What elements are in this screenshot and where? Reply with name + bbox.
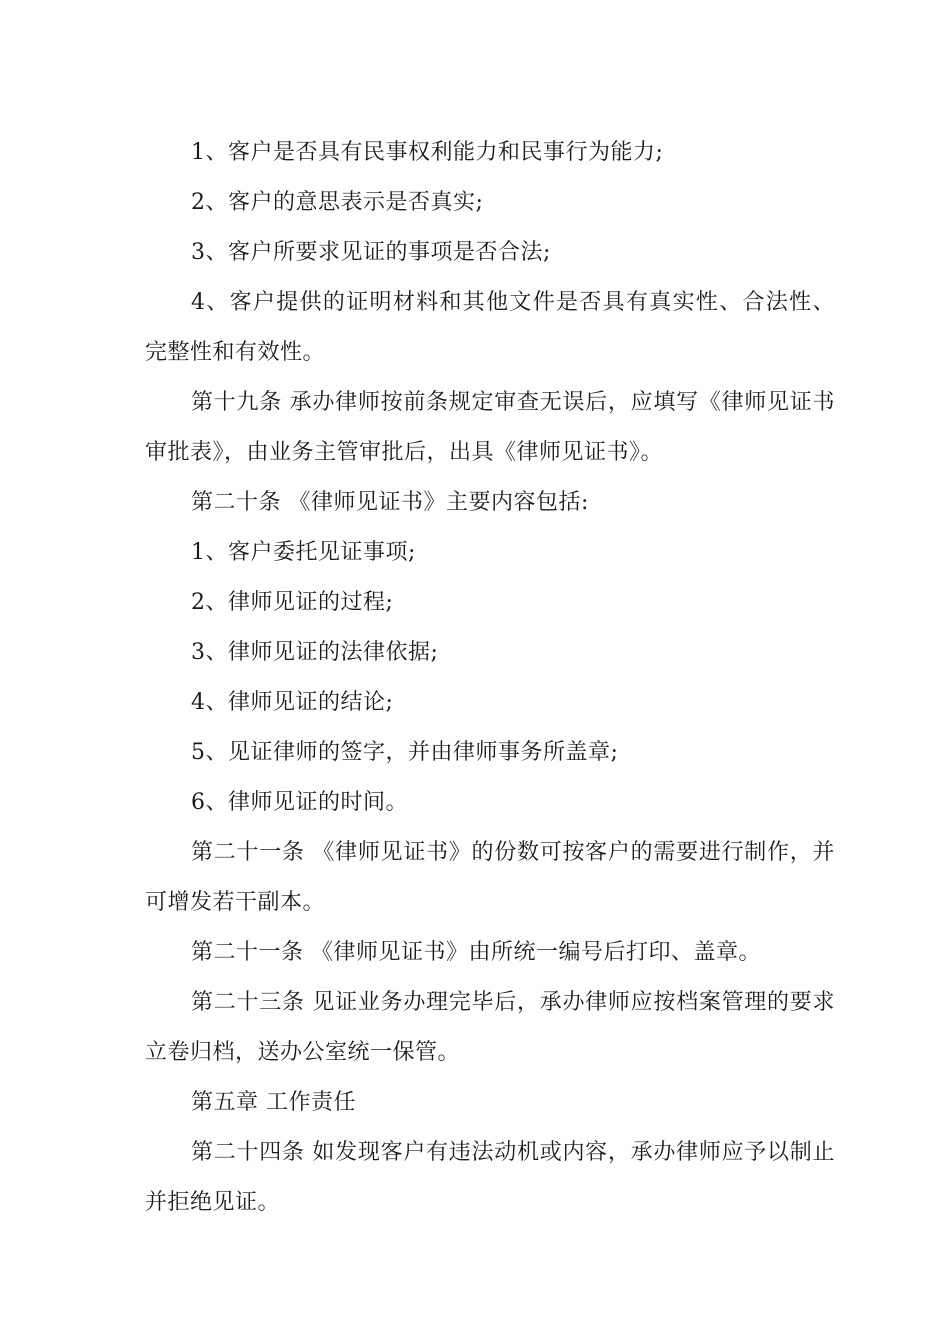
paragraph-article-19: 第十九条 承办律师按前条规定审查无误后，应填写《律师见证书审批表》，由业务主管审批后，出具《律师见证书》。 <box>145 390 835 465</box>
paragraph-item-4: 4、客户提供的证明材料和其他文件是否具有真实性、合法性、完整性和有效性。 <box>145 290 835 365</box>
paragraph-article-24: 第二十四条 如发现客户有违法动机或内容，承办律师应予以制止并拒绝见证。 <box>145 1140 835 1215</box>
paragraph-content-item-4: 4、律师见证的结论; <box>191 690 394 715</box>
paragraph-content-item-3: 3、律师见证的法律依据; <box>191 640 439 665</box>
paragraph-article-23: 第二十三条 见证业务办理完毕后，承办律师应按档案管理的要求立卷归档，送办公室统一保管。 <box>145 990 835 1065</box>
paragraph-article-21b: 第二十一条 《律师见证书》由所统一编号后打印、盖章。 <box>191 940 761 965</box>
paragraph-item-3: 3、客户所要求见证的事项是否合法; <box>191 240 551 265</box>
paragraph-article-20: 第二十条 《律师见证书》主要内容包括: <box>191 490 589 515</box>
paragraph-content-item-2: 2、律师见证的过程; <box>191 590 394 615</box>
paragraph-item-2: 2、客户的意思表示是否真实; <box>191 190 484 215</box>
document-body <box>145 128 835 1228</box>
paragraph-content-item-5: 5、见证律师的签字，并由律师事务所盖章; <box>191 740 619 765</box>
paragraph-content-item-6: 6、律师见证的时间。 <box>191 790 408 815</box>
paragraph-article-21a: 第二十一条 《律师见证书》的份数可按客户的需要进行制作，并可增发若干副本。 <box>145 840 835 915</box>
paragraph-content-item-1: 1、客户委托见证事项; <box>191 540 416 565</box>
chapter-heading-5: 第五章 工作责任 <box>191 1090 356 1115</box>
paragraph-item-1: 1、客户是否具有民事权利能力和民事行为能力; <box>191 140 664 165</box>
